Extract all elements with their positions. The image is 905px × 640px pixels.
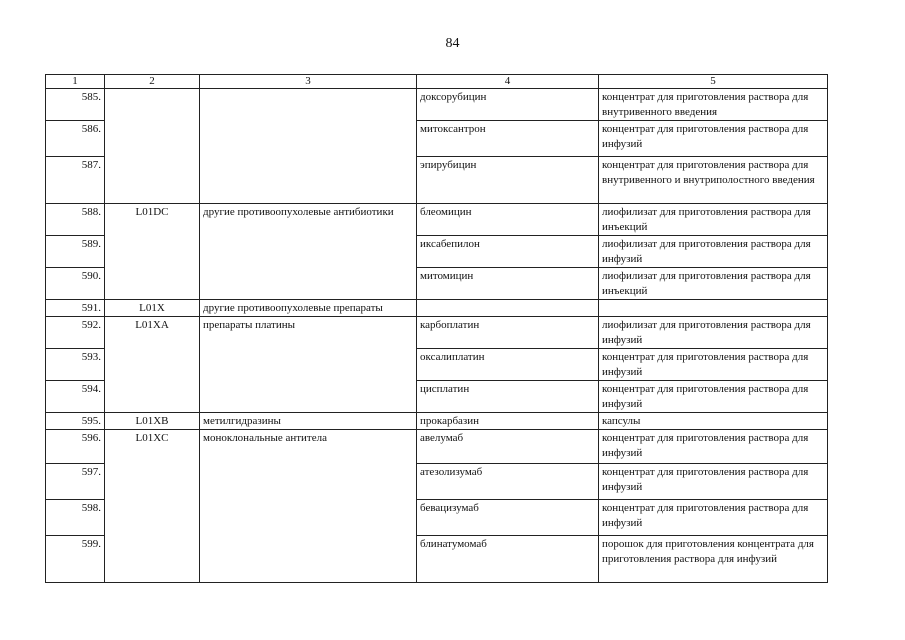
dosage-form (599, 300, 828, 317)
table-row (46, 89, 828, 121)
atc-code (105, 89, 200, 204)
row-number: 595. (46, 413, 105, 430)
row-number: 586. (46, 121, 105, 157)
row-number: 591. (46, 300, 105, 317)
dosage-form: концентрат для приготовления раствора для инфузий (599, 121, 828, 157)
column-header-5: 5 (599, 75, 828, 89)
row-number: 589. (46, 236, 105, 268)
dosage-form: концентрат для приготовления раствора для внутривенного введения (599, 89, 828, 121)
dosage-form: концентрат для приготовления раствора для инфузий (599, 430, 828, 464)
table-header-row (46, 75, 828, 89)
table-row (46, 300, 828, 317)
drug-name: атезолизумаб (417, 464, 599, 500)
row-number: 588. (46, 204, 105, 236)
row-number: 593. (46, 349, 105, 381)
drug-name: митомицин (417, 268, 599, 300)
drug-name: доксорубицин (417, 89, 599, 121)
dosage-form: концентрат для приготовления раствора для инфузий (599, 464, 828, 500)
atc-code: L01XC (105, 430, 200, 583)
dosage-form: концентрат для приготовления раствора для инфузий (599, 349, 828, 381)
drug-table (45, 74, 828, 583)
table-row (46, 204, 828, 236)
drug-name: блинатумомаб (417, 536, 599, 583)
atc-code: L01X (105, 300, 200, 317)
column-header-1: 1 (46, 75, 105, 89)
group-name: другие противоопухолевые препараты (200, 300, 417, 317)
dosage-form: порошок для приготовления концентрата для приготовления раствора для инфузий (599, 536, 828, 583)
column-header-2: 2 (105, 75, 200, 89)
dosage-form: лиофилизат для приготовления раствора для инфузий (599, 317, 828, 349)
drug-name: оксалиплатин (417, 349, 599, 381)
drug-name: бевацизумаб (417, 500, 599, 536)
drug-name: митоксантрон (417, 121, 599, 157)
dosage-form: концентрат для приготовления раствора для инфузий (599, 381, 828, 413)
group-name: препараты платины (200, 317, 417, 413)
dosage-form: концентрат для приготовления раствора для инфузий (599, 500, 828, 536)
drug-name: цисплатин (417, 381, 599, 413)
table-row (46, 430, 828, 464)
row-number: 599. (46, 536, 105, 583)
drug-name: прокарбазин (417, 413, 599, 430)
dosage-form: лиофилизат для приготовления раствора для инфузий (599, 236, 828, 268)
table-row (46, 413, 828, 430)
row-number: 597. (46, 464, 105, 500)
drug-name: блеомицин (417, 204, 599, 236)
drug-name: иксабепилон (417, 236, 599, 268)
row-number: 592. (46, 317, 105, 349)
row-number: 585. (46, 89, 105, 121)
table-row (46, 317, 828, 349)
dosage-form: лиофилизат для приготовления раствора для инъекций (599, 204, 828, 236)
row-number: 587. (46, 157, 105, 204)
column-header-4: 4 (417, 75, 599, 89)
atc-code: L01DC (105, 204, 200, 300)
group-name (200, 89, 417, 204)
row-number: 596. (46, 430, 105, 464)
atc-code: L01XB (105, 413, 200, 430)
dosage-form: концентрат для приготовления раствора для внутривенного и внутриполостного введения (599, 157, 828, 204)
row-number: 594. (46, 381, 105, 413)
row-number: 598. (46, 500, 105, 536)
page-number: 84 (445, 36, 460, 51)
column-header-3: 3 (200, 75, 417, 89)
drug-name (417, 300, 599, 317)
drug-name: карбоплатин (417, 317, 599, 349)
dosage-form: лиофилизат для приготовления раствора для инъекций (599, 268, 828, 300)
group-name: другие противоопухолевые антибиотики (200, 204, 417, 300)
group-name: моноклональные антитела (200, 430, 417, 583)
row-number: 590. (46, 268, 105, 300)
dosage-form: капсулы (599, 413, 828, 430)
drug-name: авелумаб (417, 430, 599, 464)
group-name: метилгидразины (200, 413, 417, 430)
atc-code: L01XA (105, 317, 200, 413)
drug-name: эпирубицин (417, 157, 599, 204)
